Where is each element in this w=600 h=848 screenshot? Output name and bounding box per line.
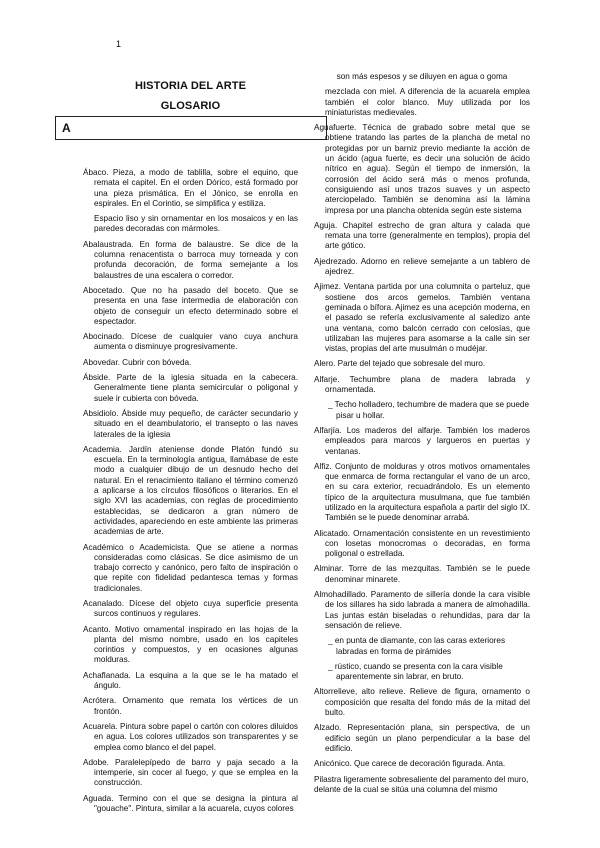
glossary-definition: La esquina a la que se le ha matado el ángulo.	[94, 670, 298, 691]
glossary-subentry: _ Techo holladero, techumbre de madera que se puede pisar u hollar.	[328, 400, 530, 420]
glossary-term: Abovedar.	[83, 357, 120, 367]
glossary-definition: Pintura sobre papel o cartón con colores diluidos en agua. Los colores utilizados son transparentes y se emplea como blanco el del papel.	[94, 721, 298, 752]
glossary-entry	[83, 625, 298, 666]
glossary-continuation: Pilastra ligeramente sobresaliente del paramento del muro, delante de la cual se sitúa una columna del mismo	[314, 774, 529, 794]
glossary-definition: En forma de balaustre. Se dice de la columna renacentista o barroca muy torneada y con profunda decoración, de forma semejante a los balaustres de una escalera o corredor.	[94, 239, 298, 280]
glossary-term: Académico o Academicista.	[83, 542, 191, 552]
glossary-entry	[314, 462, 530, 524]
glossary-term: Aguafuerte.	[314, 123, 357, 133]
page-subtitle: GLOSARIO	[160, 100, 221, 112]
glossary-definition: Torre de las mezquitas. También se le puede denominar minarete.	[325, 564, 530, 584]
glossary-entry	[83, 599, 298, 620]
glossary-term: Abocinado.	[83, 332, 124, 342]
glossary-definition: Técnica de grabado sobre metal que se obtiene tratando las partes de la plancha de metal no protegidas por un barniz previo mediante la acción de un ácido (agua fuerte, es decir una solución de ácido nítrico en agua). Según el tiempo de inmersión, la corrosión del ácido será más o menos profunda, consiguiendo así unos trazos suaves y un aspecto aterciopelado. También se denomina así la lámina impresa por una plancha obtenida según este sistema	[325, 123, 530, 215]
glossary-term: Acanto.	[83, 624, 111, 634]
glossary-definition: Paralelepípedo de barro y paja secado a la intemperie, sin cocer al fuego, y que se emplea en la construcción.	[94, 757, 298, 788]
page-title: HISTORIA DEL ARTE	[134, 80, 247, 92]
glossary-entry	[314, 687, 530, 718]
glossary-entry	[83, 332, 298, 353]
glossary-entry	[83, 722, 298, 753]
glossary-term: Alzado.	[314, 723, 342, 733]
glossary-entry	[314, 359, 530, 369]
glossary-term: Acuarela.	[83, 721, 118, 731]
glossary-entry	[314, 564, 530, 585]
glossary-term: Adobe.	[83, 757, 109, 767]
glossary-definition: Que no ha pasado del boceto. Que se presenta en una fase intermedia de elaboración con objeto de conseguir un efecto determinado sobre el espectador.	[94, 285, 298, 326]
glossary-definition: Conjunto de molduras y otros motivos ornamentales que enmarca de forma rectangular el vano de un arco, en su cara exterior, recuadrándolo. Es un elemento típico de la arquitectura musulmana, que fue también utilizado en la arquitectura española a partir del siglo IX. También se le puede denominar arrabá.	[325, 461, 530, 523]
glossary-definition: Dícese del objeto cuya superficie presenta surcos continuos y regulares.	[94, 598, 298, 619]
glossary-subentry: _ rústico, cuando se presenta con la cara visible aparentemente sin labrar, en bruto.	[328, 661, 503, 682]
glossary-definition: Que carece de decoración figurada. Anta.	[351, 759, 506, 769]
page-number: 1	[116, 39, 122, 49]
glossary-entry	[83, 543, 298, 594]
glossary-term: Achaflanada.	[83, 670, 131, 680]
glossary-definition: Ornamentación consistente en un revestimiento con losetas monocromas o decoradas, en forma poligonal o estrellada.	[325, 528, 530, 559]
glossary-entry	[83, 373, 298, 404]
glossary-continuation: Espacio liso y sin ornamentar en los mosaicos y en las paredes decoradas con mármoles.	[94, 214, 298, 234]
glossary-term: Ajimez.	[314, 282, 341, 292]
glossary-entry	[314, 759, 530, 769]
glossary-entry	[314, 375, 530, 396]
glossary-definition: Ventana partida por una columnita o parteluz, que sostiene dos arcos gemelos. También ventana geminada o bífora. Ajimez es una acepción moderna, en el pasado se refería exclusivamente al saledizo ante una ventana, como balcón cerrado con celosías, que utilizaban las mujeres para asomarse a la calle sin ser vistas, propias del arte musulmán o mudéjar.	[325, 282, 530, 354]
glossary-entry	[314, 257, 530, 278]
glossary-entry	[314, 529, 530, 560]
glossary-term: Anicónico.	[314, 759, 352, 769]
glossary-definition: Cubrir con bóveda.	[119, 357, 192, 367]
left-column	[83, 168, 298, 819]
glossary-entry	[314, 590, 530, 631]
glossary-term: Alicatado.	[314, 528, 350, 538]
glossary-term: Acanalado.	[83, 598, 124, 608]
glossary-definition: Parte del tejado que sobresale del muro.	[335, 359, 486, 369]
glossary-term: Absidiolo.	[83, 408, 119, 418]
glossary-term: Ábside.	[83, 373, 111, 383]
glossary-entry	[83, 409, 298, 440]
glossary-entry	[83, 240, 298, 281]
glossary-term: Aguja.	[314, 220, 338, 230]
glossary-definition: Adorno en relieve semejante a un tablero de ajedrez.	[325, 256, 530, 277]
glossary-term: Alfarjía.	[314, 425, 342, 435]
glossary-entry	[83, 168, 298, 209]
glossary-entry	[83, 358, 298, 368]
glossary-entry	[314, 723, 530, 754]
glossary-definition: Chapitel estrecho de gran altura y calada que remata una torre (generalmente en templos), propia del arte gótico.	[325, 220, 530, 251]
glossary-entry	[314, 221, 530, 252]
glossary-entry	[83, 286, 298, 327]
glossary-definition: Relieve de figura, ornamento o composición que resalta del fondo más de la mitad del bulto.	[325, 687, 530, 718]
glossary-term: Altorrelieve, alto relieve.	[314, 687, 406, 697]
glossary-entry	[83, 671, 298, 692]
glossary-definition: Termino con el que se designa la pintura al "gouache". Pintura, similar a la acuarela, cuyos colores	[94, 793, 298, 814]
glossary-term: Abocetado.	[83, 285, 125, 295]
glossary-term: Ajedrezado.	[314, 256, 358, 266]
glossary-term: Alminar.	[314, 564, 344, 574]
glossary-entry	[83, 794, 298, 815]
glossary-definition: Dícese de cualquier vano cuya anchura aumenta o disminuye progresivamente.	[94, 332, 298, 352]
glossary-entry	[83, 696, 298, 717]
glossary-term: Almohadillado.	[314, 590, 368, 600]
glossary-term: Alero.	[314, 359, 336, 369]
glossary-definition: Paramento de sillería donde la cara visible de los sillares ha sido labrada a manera de almohadilla. Las juntas están biseladas o rehundidas, para dar la sensación de relieve.	[325, 590, 530, 630]
glossary-definition: Pieza, a modo de tablilla, sobre el equino, que remata el capitel. En el orden Dórico, está formado por una pieza prismática. En el Jónico, se enrolla en espirales. En el Corintio, se simplifica y estiliza.	[94, 168, 298, 208]
glossary-term: Alfiz.	[314, 461, 332, 471]
glossary-term: Aguada.	[83, 793, 114, 803]
glossary-entry	[83, 445, 298, 538]
glossary-entry	[314, 426, 530, 457]
glossary-definition: Ábside muy pequeño, de carácter secundario y situado en el deambulatorio, el transepto o las naves laterales de la iglesia	[94, 408, 298, 439]
glossary-subentry: _ en punta de diamante, con las caras exteriores labradas en forma de pirámides	[328, 636, 506, 656]
glossary-entry	[314, 282, 530, 354]
glossary-definition: Que se atiene a normas consideradas como clásicas. Se dice asimismo de un trabajo correcto y canónico, pero falto de inspiración o que repite con fidelidad pedantesca temas y formas tradicionales.	[94, 542, 298, 593]
glossary-continuation: son más espesos y se diluyen en agua o goma	[336, 72, 508, 81]
glossary-term: Ábaco.	[83, 168, 109, 177]
glossary-term: Academia.	[83, 444, 122, 454]
glossary-definition: Techumbre plana de madera labrada y ornamentada.	[325, 374, 530, 395]
right-column	[314, 72, 530, 798]
glossary-entry	[83, 758, 298, 789]
glossary-definition: Parte de la iglesia situada en la cabecera. Generalmente tiene planta semicircular o poligonal y suele ir cubierta con bóveda.	[94, 373, 298, 403]
glossary-term: Acrótera.	[83, 696, 117, 706]
section-letter-box: A	[55, 116, 327, 140]
glossary-definition: Representación plana, sin perspectiva, de un edificio según un plano perpendicular a la base del edificio.	[325, 723, 530, 753]
glossary-term: Abalaustrada.	[83, 239, 134, 249]
glossary-definition: Jardín ateniense donde Platón fundó su escuela. En la terminología antigua, llamábase de este modo a cualquier dibujo de un desnudo hecho del natural. En el renacimiento italiano el término comenzó a aplicarse a los círculos filosóficos o literarios. En el siglo XVI las academias, con reglas de procedimiento establecidas, se dedicaron a gran número de actividades, apareciendo en este ambiente las primeras academias de arte.	[94, 444, 298, 537]
glossary-term: Alfarje.	[314, 374, 340, 384]
glossary-definition: Motivo ornamental inspirado en las hojas de la planta del mismo nombre, usado en los capiteles corintios y compuestos, y en ocasiones algunas molduras.	[94, 624, 298, 665]
glossary-definition: Ornamento que remata los vértices de un frontón.	[94, 696, 298, 716]
glossary-definition: Los maderos del alfarje. También los maderos empleados para marcos y largueros en puertas y ventanas.	[325, 425, 530, 456]
glossary-continuation: mezclada con miel. A diferencia de la acuarela emplea también el color blanco. Muy utilizada por los miniaturistas medievales.	[325, 87, 530, 117]
glossary-entry	[314, 123, 530, 216]
